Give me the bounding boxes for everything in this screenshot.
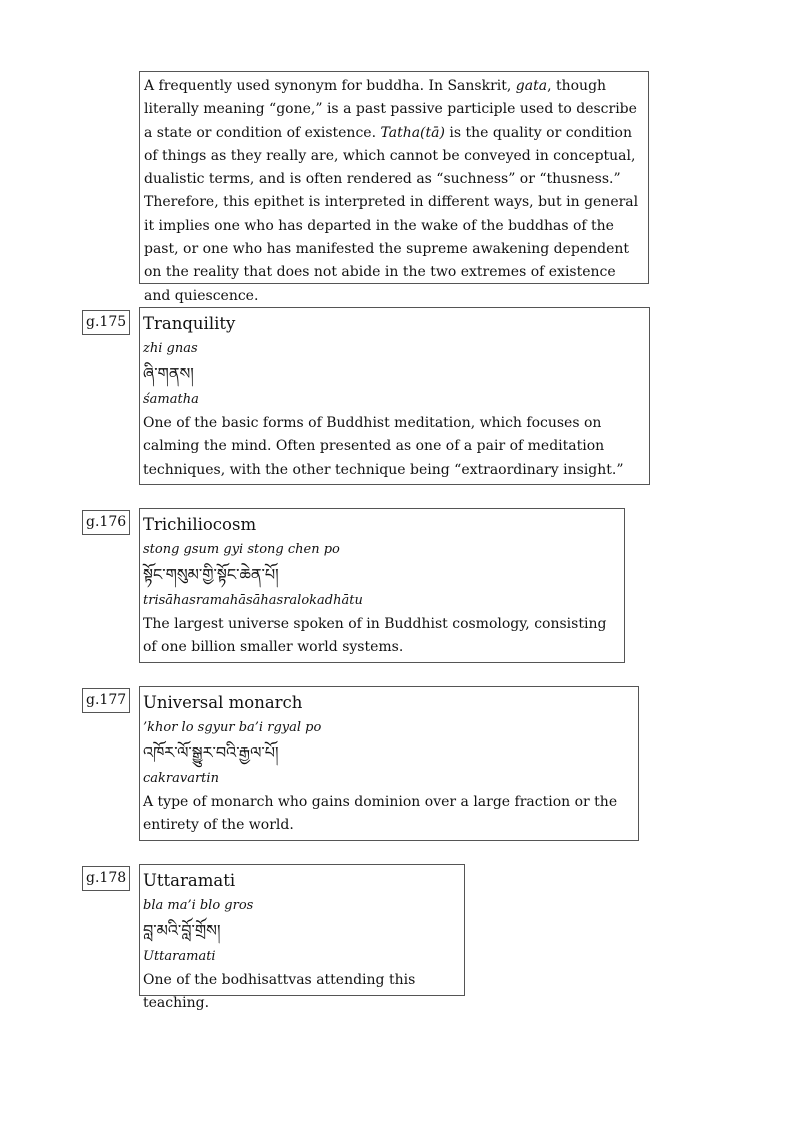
- term-gata: gata: [515, 78, 548, 94]
- entry-wylie: bla ma’i blo gros: [143, 898, 254, 913]
- entry-sanskrit: Uttaramati: [143, 949, 216, 964]
- entry-wylie: zhi gnas: [143, 341, 198, 356]
- entry-tibetan: ཞི་གནས།: [143, 364, 194, 383]
- entry-tibetan: འཁོར་ལོ་སྒྱུར་བའི་རྒྱལ་པོ།: [143, 743, 279, 762]
- entry-tibetan: བླ་མའི་བློ་གྲོས།: [143, 921, 221, 940]
- entry-sanskrit: śamatha: [143, 392, 199, 407]
- glossary-number[interactable]: g.177: [82, 688, 130, 713]
- glossary-number[interactable]: g.176: [82, 510, 130, 535]
- entry-term: Universal monarch: [143, 693, 303, 712]
- entry-sanskrit: trisāhasramahāsāhasralokadhātu: [143, 593, 363, 608]
- intro-definition-text: A frequently used synonym for buddha. In Sanskrit, gata, though literally meaning “gone,” is a past passive participle used to describe a state or condition of existence. Tatha(tā) is the quality or condition of things as they really are, which cannot be conveyed in conceptual, dualistic terms, and is often rendered as “suchness” or “thusness.” Therefore, this epithet is interpreted in different ways, but in general it implies one who has departed in the wake of the buddhas of the past, or one who has manifested the supreme awakening dependent on the reality that does not abide in the two extremes of existence and quiescence.: [144, 78, 639, 304]
- entry-wylie: ’khor lo sgyur ba’i rgyal po: [143, 720, 322, 735]
- intro-definition-box: [139, 71, 649, 304]
- entry-tibetan: སྟོང་གསུམ་གྱི་སྟོང་ཆེན་པོ།: [143, 565, 279, 584]
- term-tatha: Tatha(tā): [380, 124, 445, 141]
- glossary-entry-uttaramati: [139, 864, 465, 1012]
- entry-term: Tranquility: [143, 314, 236, 333]
- entry-sanskrit: cakravartin: [143, 771, 219, 786]
- entry-definition: A type of monarch who gains dominion over a large fraction or the entirety of the world.: [143, 794, 618, 834]
- glossary-entry-trichiliocosm: [139, 508, 625, 663]
- glossary-number[interactable]: g.178: [82, 866, 130, 891]
- entry-definition: The largest universe spoken of in Buddhist cosmology, consisting of one billion smaller world systems.: [143, 616, 607, 656]
- glossary-entry-tranquility: [139, 307, 650, 485]
- entry-definition: One of the bodhisattvas attending this teaching.: [143, 972, 416, 1012]
- entry-term: Trichiliocosm: [143, 515, 257, 534]
- glossary-number[interactable]: g.175: [82, 310, 130, 335]
- entry-definition: One of the basic forms of Buddhist meditation, which focuses on calming the mind. Often presented as one of a pair of meditation techniques, with the other technique being “extraordinary insight.”: [143, 415, 624, 478]
- entry-term: Uttaramati: [143, 871, 236, 890]
- entry-wylie: stong gsum gyi stong chen po: [143, 542, 340, 557]
- glossary-entry-universal-monarch: [139, 686, 639, 841]
